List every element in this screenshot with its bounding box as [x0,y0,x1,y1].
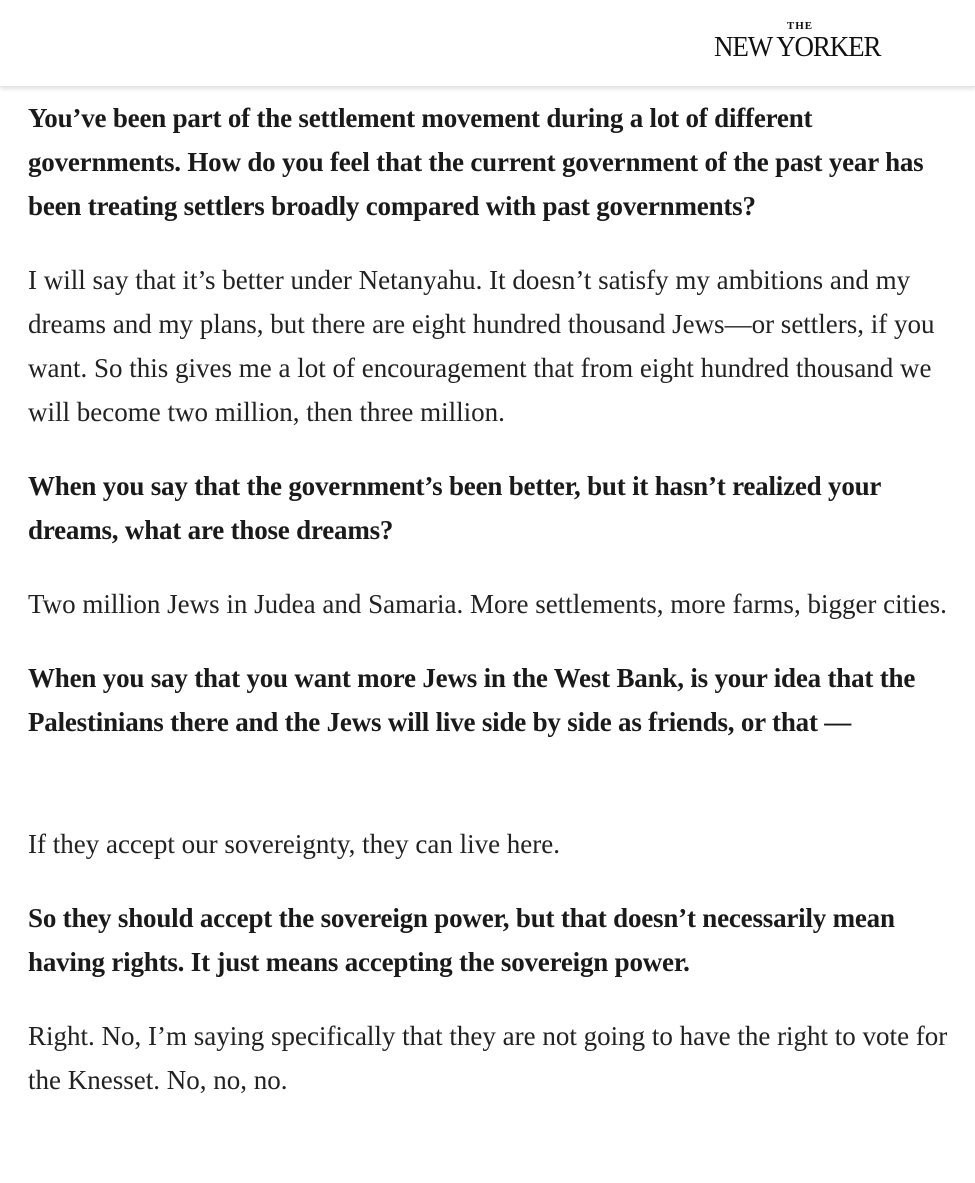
new-yorker-logo[interactable] [714,18,889,68]
interview-question: So they should accept the sovereign power, but that doesn’t necessarily mean having rights. It just means accepting the sovereign power. [28,903,895,977]
interview-answer: If they accept our sovereignty, they can live here. [28,829,561,859]
interview-answer: I will say that it’s better under Netanyahu. It doesn’t satisfy my ambitions and my dreams and my plans, but there are eight hundred thousand Jews—or settlers, if you want. So this gives me a lot of encouragement that from eight hundred thousand we will become two million, then three million. [28,265,935,427]
article-body [28,96,948,1102]
interview-answer: Two million Jews in Judea and Samaria. More settlements, more farms, bigger cities. [28,589,947,619]
interview-question: When you say that you want more Jews in the West Bank, is your idea that the Palestinians there and the Jews will live side by side as friends, or that — [28,663,916,737]
interview-answer: Right. No, I’m saying specifically that they are not going to have the right to vote for the Knesset. No, no, no. [28,1021,948,1095]
logo-the-text: THE [786,20,814,32]
site-header [0,0,975,87]
interview-question: You’ve been part of the settlement movement during a lot of different governments. How do you feel that the current government of the past year has been treating settlers broadly compared with past governments? [28,103,924,221]
logo-name-text: NEW YORKER [714,31,881,63]
interview-question: When you say that the government’s been better, but it hasn’t realized your dreams, what are those dreams? [28,471,881,545]
